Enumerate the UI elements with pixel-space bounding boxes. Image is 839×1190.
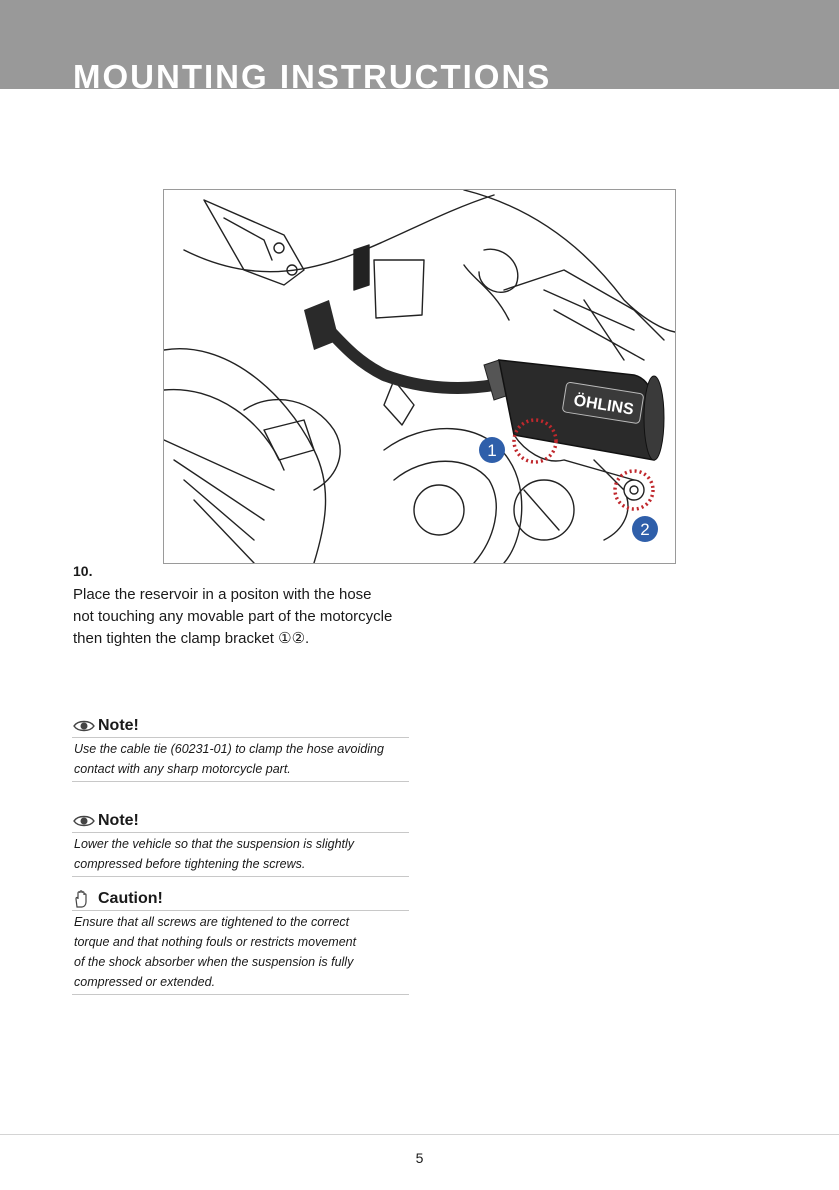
ohlins-brand-label: ÖHLINS: [572, 392, 635, 419]
step-number: 10.: [73, 563, 93, 579]
notice-line: Lower the vehicle so that the suspension is slightly: [74, 837, 355, 851]
notice-header: [72, 716, 409, 738]
callout-1-label: 1: [487, 441, 497, 460]
notice-title: Note!: [98, 717, 139, 734]
installation-illustration: [163, 189, 676, 564]
header-band: [0, 0, 839, 89]
notice-title: Caution!: [98, 890, 163, 907]
eye-icon: [72, 717, 96, 735]
step-line: Place the reservoir in a positon with the hose: [73, 586, 372, 603]
page-title: MOUNTING INSTRUCTIONS: [73, 58, 552, 89]
notice-body: [72, 911, 409, 995]
note-lower-vehicle: [72, 811, 409, 877]
note-cable-tie: [72, 716, 409, 782]
notice-line: of the shock absorber when the suspension is fully: [74, 955, 354, 969]
callout-2-label: 2: [640, 520, 650, 539]
notice-line: contact with any sharp motorcycle part.: [74, 762, 291, 776]
footer-divider: [0, 1134, 839, 1135]
notice-line: Ensure that all screws are tightened to the correct: [74, 915, 350, 929]
step-line: not touching any movable part of the motorcycle: [73, 608, 393, 625]
notice-line: compressed or extended.: [74, 975, 216, 989]
notice-line: Use the cable tie (60231-01) to clamp the hose avoiding: [74, 742, 384, 756]
page-number: 5: [415, 1150, 424, 1166]
caution-screws: [72, 889, 409, 995]
motorcycle-reservoir-drawing: [164, 190, 675, 563]
notice-header: [72, 811, 409, 833]
hand-icon: [72, 890, 96, 908]
notice-line: compressed before tightening the screws.: [74, 857, 306, 871]
notice-body: [72, 833, 409, 877]
notice-line: torque and that nothing fouls or restricts movement: [74, 935, 357, 949]
step-line: then tighten the clamp bracket ①②.: [73, 630, 310, 647]
notice-body: [72, 738, 409, 782]
notice-header: [72, 889, 409, 911]
eye-icon: [72, 812, 96, 830]
step-instructions: [73, 584, 453, 650]
notice-title: Note!: [98, 812, 139, 829]
